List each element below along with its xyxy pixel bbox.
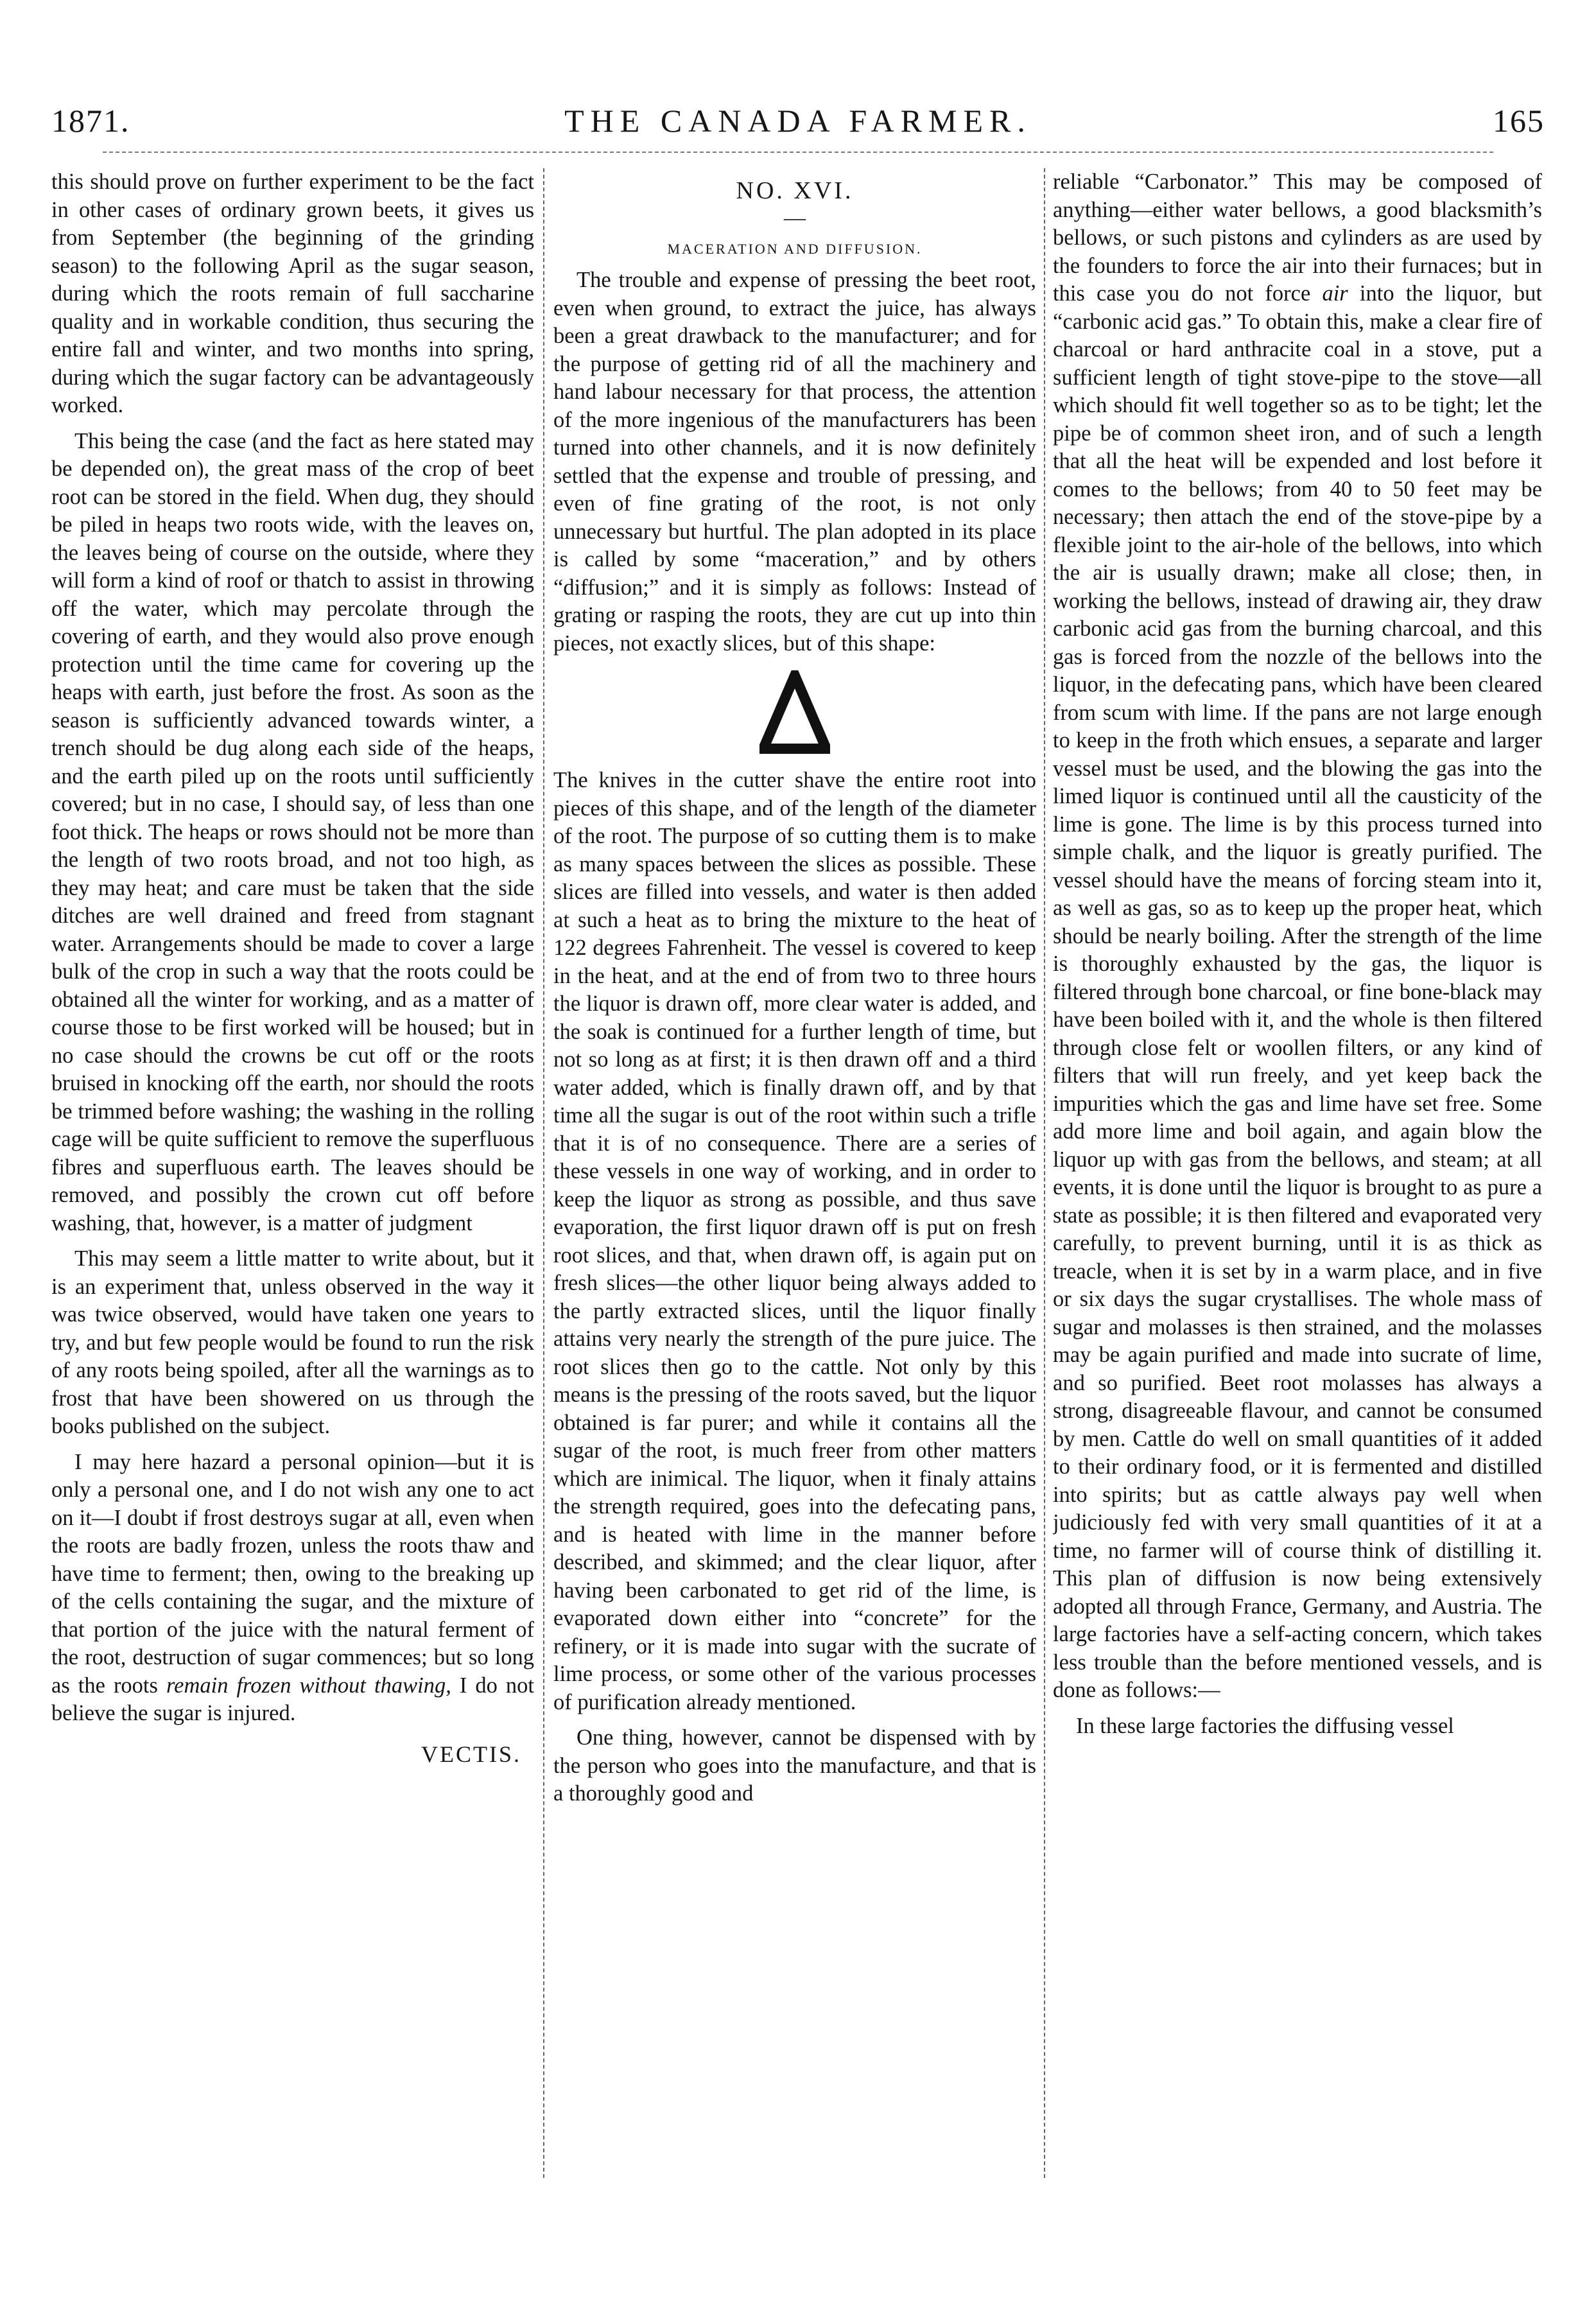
col1-paragraph-3: This may seem a little matter to write about, but it is an experiment that, unless observed in the way it was twice observed, would have taken one years to try, and but few people would be found to run the risk of any roots being spoiled, after all the warnings as to frost that have been showered on us through the books published on the subject. bbox=[51, 1246, 534, 1438]
col1-paragraph-1: this should prove on further experiment to be the fact in other cases of ordinary grown beets, it gives us from September (the beginning of the grinding season) to the following April as the sugar season, during which the roots remain of full saccharine quality and in workable condition, thus securing the entire fall and winter, and two months into spring, during which the sugar factory can be advantageously worked. bbox=[51, 170, 534, 417]
col2-paragraph-3: One thing, however, cannot be dispensed with by the person who goes into the manufacture, and that is a thoroughly good and bbox=[553, 1725, 1036, 1806]
column-divider-right bbox=[1044, 168, 1045, 2178]
column-middle bbox=[553, 168, 1036, 2210]
header-year: 1871. bbox=[51, 103, 130, 139]
page-header bbox=[45, 95, 1551, 146]
col2-paragraph-2: The knives in the cutter shave the entire root into pieces of this shape, and of the length of the diameter of the root. The purpose of so cutting them is to make as many spaces between the slices as possible. These slices are filled into vessels, and water is then added at such a heat as to bring the mixture to the heat of 122 degrees Fahrenheit. The vessel is covered to keep in the heat, and at the end of from two to three hours the liquor is drawn off, more clear water is added, and the soak is continued for a further length of time, but not so long as at first; it is then drawn off and a third water added, which is finally drawn off, and by that time all the sugar is out of the root within such a trifle that it is of no consequence. There are a series of these vessels in one way of working, and in order to keep the liquor as strong as possible, and thus save evaporation, the first liquor drawn off is put on fresh root slices, and that, when drawn off, is again put on fresh slices—the other liquor being always added to the partly extracted slices, until the liquor finally attains very nearly the strength of the pure juice. The root slices then go to the cattle. Not only by this means is the pressing of the roots saved, but the liquor obtained is far purer; and while it contains all the sugar of the root, is much freer from other matters which are inimical. The liquor, when it finaly attains the strength required, goes into the defecating pans, and is heated with lime in the manner before described, and skimmed; and the clear liquor, after having been carbonated to get rid of the lime, is evaporated down either into “concrete” for the refinery, or it is made into sugar with the sucrate of lime process, or some other of the various processes of purification already mentioned. bbox=[553, 768, 1036, 1714]
header-page-number: 165 bbox=[1493, 103, 1545, 139]
section-number: NO. XVI. bbox=[736, 177, 854, 204]
slice-shape-figure bbox=[553, 664, 1036, 760]
col3-paragraph-2: In these large factories the diffusing vessel bbox=[1076, 1713, 1454, 1738]
column-left bbox=[51, 168, 534, 2210]
column-right bbox=[1053, 168, 1542, 2210]
col2-paragraph-1: The trouble and expense of pressing the beet root, even when ground, to extract the juice, has always been a great drawback to the manufacturer; and for the purpose of getting rid of all the machinery and hand labour necessary for that process, the attention of the more ingenious of the manufacturers has been turned into other channels, and it is now definitely settled that the expense and trouble of pressing, and even of fine grating of the root, is not only unnecessary but hurtful. The plan adopted in its place is called by some “maceration,” and by others “diffusion;” and it is simply as follows: Instead of grating or rasping the roots, they are cut up into thin pieces, not exactly slices, but of this shape: bbox=[553, 268, 1036, 656]
header-title: THE CANADA FARMER. bbox=[564, 103, 1032, 139]
author-signature: VECTIS. bbox=[421, 1741, 521, 1767]
section-dash: — bbox=[784, 205, 806, 230]
col3-p1-text-b: into the liquor, but “carbonic acid gas.” To obtain this, make a clear fire of charcoal or hard anthracite coal in a stove, put a sufficient length of tight stove-pipe to the stove—all which should fit well together so as to be tight; let the pipe be of common sheet iron, and of such a length that all the heat will be expended and lost before it comes to the bellows; from 40 to 50 feet may be necessary; then attach the end of the stove-pipe by a flexible joint to the air-hole of the bellows, into which the air is usually drawn; make all close; then, in working the bellows, instead of drawing air, they draw carbonic acid gas from the burning charcoal, and this gas is forced from the nozzle of the bellows into the liquor, in the defecating pans, which have been cleared from scum with lime. If the pans are not large enough to keep in the froth which ensues, a separate and larger vessel must be used, and the blowing the gas into the limed liquor is continued until all the causticity of the lime is gone. The lime is by this process turned into simple chalk, and the liquor is greatly purified. The vessel should have the means of forcing steam into it, as well as gas, so as to keep up the proper heat, which should be nearly boiling. After the strength of the lime is thoroughly exhausted by the gas, the liquor is filtered through bone charcoal, or fine bone-black may have been boiled with it, and the whole is then filtered through close felt or woollen filters, or any kind of filters that will run freely, and yet keep back the impurities which the gas and lime have set free. Some add more lime and boil again, and again blow the liquor up with gas from the bellows, and steam; at all events, it is done until the liquor is brought to as pure a state as possible; it is then filtered and evaporated very carefully, to prevent burning, until it is as thick as treacle, when it is set by in a warm place, and in five or six days the sugar crystallises. The whole mass of sugar and molasses is then strained, and the molasses may be again purified and made into sucrate of lime, and so purified. Beet root molasses has always a strong, disagreeable flavour, and cannot be consumed by men. Cattle do well on small quantities of it added to their ordinary food, or it is fermented and distilled into spirits; but as cattle always pay well when judiciously fed with very small quantities of it at a time, no farmer will of course think of distilling it. This plan of diffusion is now being extensively adopted all through France, Germany, and Austria. The large factories have a self-acting concern, which takes less trouble than the before mentioned vessels, and is done as follows:— bbox=[1053, 281, 1542, 1702]
col3-p1-text-a: reliable “Carbonator.” This may be composed of anything—either water bellows, a good blacksmith’s bellows, or such pistons and cylinders as are used by the founders to force the air into their furnaces; but in this case you do not force bbox=[1053, 170, 1542, 306]
col3-paragraph-1 bbox=[1053, 168, 1542, 1705]
col1-paragraph-4 bbox=[51, 1449, 534, 1728]
col1-p4-emphasis: remain frozen without thawing, bbox=[166, 1673, 451, 1698]
col1-p4-text-a: I may here hazard a personal opinion—but it is only a personal one, and I do not wish any one to act on it—I doubt if frost destroys sugar at all, even when the roots are badly frozen, unless the roots thaw and have time to ferment; then, owing to the breaking up of the cells containing the sugar, and the mixture of that portion of the juice with the natural ferment of the root, destruction of sugar commences; but so long as the roots bbox=[51, 1449, 534, 1698]
col1-paragraph-2: This being the case (and the fact as here stated may be depended on), the great mass of the crop of beet root can be stored in the field. When dug, they should be piled in heaps two roots wide, with the leaves on, the leaves being of course on the outside, where they will form a kind of roof or thatch to assist in throwing off the water, which may percolate through the covering of earth, and they would also prove enough protection until the time came for covering up the heaps with earth, just before the frost. As soon as the season is sufficiently advanced towards winter, a trench should be dug along each side of the heaps, and the earth piled up on the roots until sufficiently covered; but in no case, I should say, of less than one foot thick. The heaps or rows should not be more than the length of two roots broad, and not too high, as they may heat; and care must be taken that the side ditches are well drained and freed from stagnant water. Arrangements should be made to cover a large bulk of the crop in such a way that the roots could be obtained all the winter for working, and as a matter of course those to be first worked will be housed; but in no case should the crowns be cut off or the roots bruised in knocking off the earth, nor should the roots be trimmed before washing; the washing in the rolling cage will be quite sufficient to remove the superfluous fibres and superfluous earth. The leaves should be removed, and possibly the crown cut off before washing, that, however, is a matter of judgment bbox=[51, 428, 534, 1235]
col1-p4-text-b: I do not believe the sugar is injured. bbox=[51, 1673, 534, 1725]
col3-p1-emphasis: air bbox=[1322, 281, 1348, 306]
column-divider-left bbox=[543, 168, 544, 2178]
section-subtitle: MACERATION AND DIFFUSION. bbox=[667, 240, 923, 257]
header-rule bbox=[103, 152, 1493, 153]
triangle-slice-icon bbox=[759, 670, 830, 754]
